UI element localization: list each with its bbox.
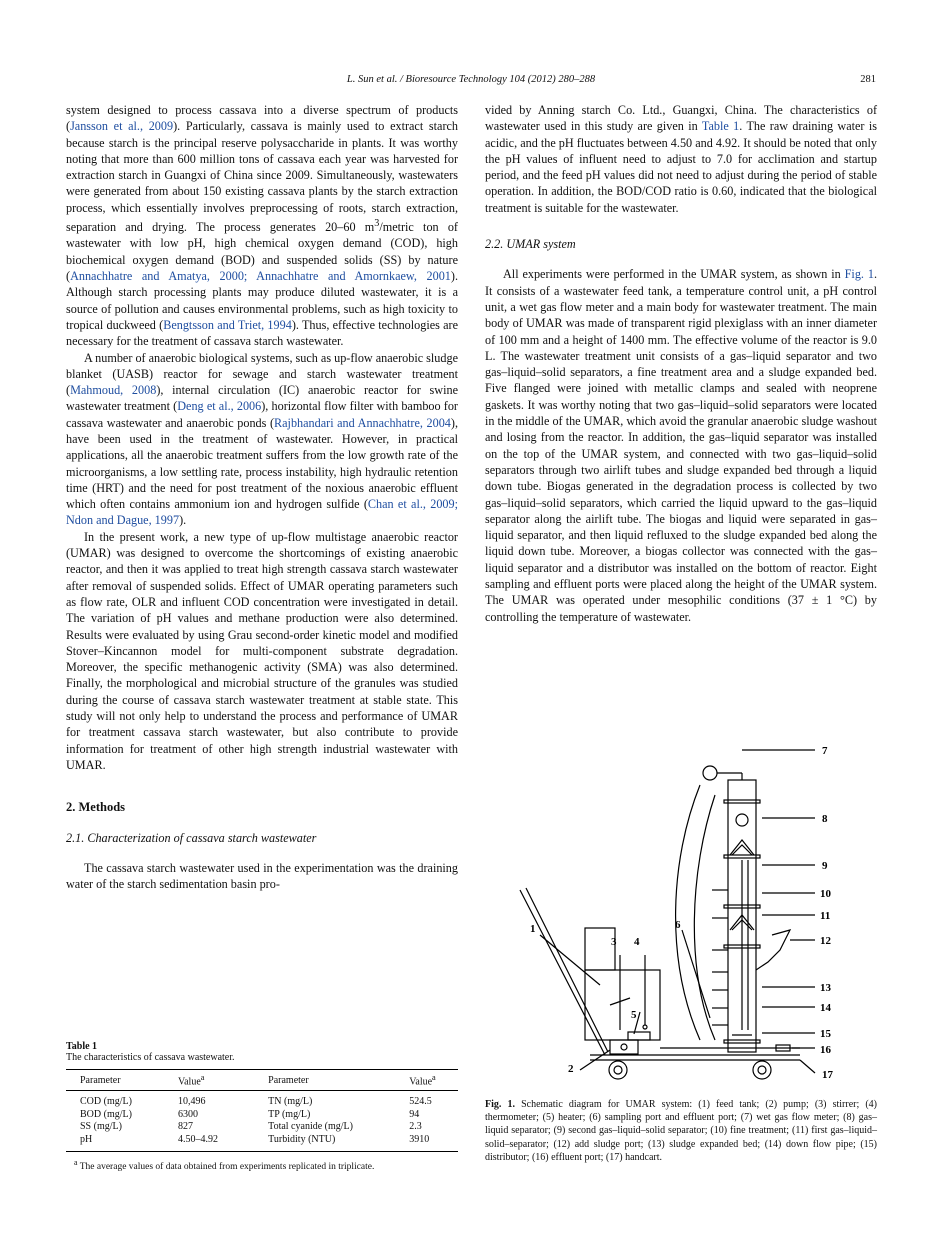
table-header: Value$^a$ bbox=[395, 1070, 458, 1091]
figure-caption-text: Schematic diagram for UMAR system: (1) feed tank; (2) pump; (3) stirrer; (4) thermometer; (5) heater; (6) sampling port and effluent port; (7) wet gas flow meter; (8) gas–liquid separator; (9) second gas–liquid–solid separator; (10) fine treatment; (11) first gas–liquid–solid–separator; (12) add sludge port; (13) sludge expanded bed; (14) down flow pipe; (15) distributor; (16) effluent port; (17) handcart. bbox=[485, 1099, 878, 1163]
figure-label-7: 7 bbox=[822, 745, 828, 757]
figure-caption bbox=[485, 1098, 877, 1164]
figure-label-13: 13 bbox=[820, 982, 831, 994]
table-row: pH 4.50–4.92 Turbidity (NTU) 3910 bbox=[66, 1134, 458, 1152]
heater bbox=[628, 1032, 650, 1040]
airlift-tube bbox=[676, 785, 700, 1040]
figure-label-4: 4 bbox=[634, 936, 640, 948]
citation-link[interactable]: Deng et al., 2006 bbox=[177, 399, 262, 414]
citation-link[interactable]: Annachhatre and Amatya, 2000; Annachhatre and Amornkaew, 2001 bbox=[70, 269, 451, 284]
figure-label-15: 15 bbox=[820, 1028, 831, 1040]
handcart-handle bbox=[520, 890, 605, 1055]
table-caption: The characteristics of cassava wastewater. bbox=[66, 1052, 235, 1063]
figure-label-3: 3 bbox=[611, 936, 617, 948]
table-row: BOD (mg/L) 6300 TP (mg/L) 94 bbox=[80, 1108, 420, 1120]
table-row: COD (mg/L) 10,496 TN (mg/L) 524.5 bbox=[80, 1096, 432, 1108]
figure-label-9: 9 bbox=[822, 860, 828, 872]
figure-label-16: 16 bbox=[820, 1044, 831, 1056]
wet-gas-flow-meter bbox=[703, 766, 717, 780]
table-link[interactable]: Table 1 bbox=[701, 119, 740, 134]
figure-label-14: 14 bbox=[820, 1002, 831, 1014]
right-column bbox=[485, 102, 877, 625]
table-1 bbox=[66, 1041, 458, 1172]
subsection-heading: 2.1. Characterization of cassava starch wastewater bbox=[66, 830, 317, 845]
add-sludge-port bbox=[756, 930, 790, 970]
gas-liquid-separator bbox=[736, 814, 748, 826]
handcart-wheel bbox=[753, 1061, 771, 1079]
table-header: Parameter bbox=[254, 1070, 395, 1091]
figure-link[interactable]: Fig. 1 bbox=[844, 267, 874, 282]
characteristics-table bbox=[66, 1069, 458, 1152]
subsection-heading-umar: 2.2. UMAR system bbox=[485, 237, 576, 252]
citation-link[interactable]: Mahmoud, 2008 bbox=[70, 383, 157, 398]
running-title: L. Sun et al. / Bioresource Technology 104 (2012) 280–288 bbox=[346, 74, 596, 85]
citation-link[interactable]: Chan et al., 2009; Ndon and Dague, 1997 bbox=[66, 497, 458, 528]
figure-label-11: 11 bbox=[820, 910, 831, 922]
figure-label-1: 1 bbox=[530, 923, 536, 935]
paragraph-intro-3: In the present work, a new type of up-flow multistage anaerobic reactor (UMAR) was designed to overcome the shortcomings of existing anaerobic reactor, and then it was applied to treat high strength cassava starch wastewater after removal of suspended solids. Effect of UMAR operating parameters such as flow rate, OLR and influent COD concentration were investigated in detail. The variation of pH values and methane production were also determined. Results were evaluated by using Grau second-order kinetic model and modified Stover–Kincannon model for multi-component substrate degradation. Moreover, the specific methanogenic activity (SMA) was also determined. Finally, the morphological and microbial structure of the granules was studied during the course of cassava starch wastewater treatment at stable state. This study will not only help to understand the process and performance of UMAR for treatment cassava starch wastewater, but also contribute to provide information for treatment of other high strength industrial wastewater with UMAR. bbox=[66, 529, 458, 772]
table-header: Value$^a$ bbox=[164, 1070, 254, 1091]
figure-label-5: 5 bbox=[631, 1009, 637, 1021]
handcart-wheel bbox=[609, 1061, 627, 1079]
paragraph-methods-1: The cassava starch wastewater used in the experimentation was the draining water of the starch sedimentation basin pro- bbox=[66, 860, 458, 892]
figure-label-2: 2 bbox=[568, 1063, 574, 1075]
left-column bbox=[66, 102, 458, 892]
table-header-row bbox=[66, 1070, 458, 1091]
table-header: Parameter bbox=[66, 1070, 164, 1091]
paragraph-methods-2: vided by Anning starch Co. Ltd., Guangxi, China. The characteristics of wastewater used in this study are given in Table 1. The raw draining water is acidic, and the pH fluctuates between 4.50 and 4.92. It should be noted that only the pH values of influent need to adjust to 7.0 for acclimation and startup period, and the feed pH values did not need to adjust during the period of stable operation. In addition, the BOD/COD ratio is 0.60, indicated that the biological treatment is suitable for the wastewater. bbox=[485, 103, 877, 215]
citation-link[interactable]: Bengtsson and Triet, 1994 bbox=[163, 317, 292, 332]
citation-link[interactable]: Rajbhandari and Annachhatre, 2004 bbox=[274, 415, 451, 430]
table-footnote: $^a$ The average values of data obtained from experiments replicated in triplicate. bbox=[74, 1157, 375, 1173]
pump bbox=[610, 1040, 638, 1054]
table-row: SS (mg/L) 827 Total cyanide (mg/L) 2.3 bbox=[80, 1121, 422, 1133]
figure-label-17: 17 bbox=[822, 1069, 833, 1081]
figure-label-12: 12 bbox=[820, 935, 831, 947]
citation-link[interactable]: Jansson et al., 2009 bbox=[70, 119, 174, 134]
page-number: 281 bbox=[860, 74, 876, 85]
figure-label-8: 8 bbox=[822, 813, 828, 825]
paragraph-intro-1: system designed to process cassava into a diverse spectrum of products (Jansson et al., 2009). Particularly, cassava is mainly used to extract starch because starch is the principal reserve polysaccharide in plants. It was worthy noting that more than 600 million tons of cassava each year was harvested for extraction starch in Guangxi of China since 2009. Simultaneously, wastewaters were generated from about 150 existing cassava plants by the starch extraction process, which essentially involves preprocessing of roots, starch extraction, separation and drying. The process generates 20–60 $m^3$/metric ton of wastewater with low pH, high chemical oxygen demand (COD), high biochemical oxygen demand (BOD) and suspended solids (SS) by nature (Annachhatre and Amatya, 2000; Annachhatre and Amornkaew, 2001). Although starch processing plants may produce diluted wastewater, it is a source of pollution and causes environmental problems, such as high toxicity to tropical duckweed (Bengtsson and Triet, 1994). Thus, effective technologies are necessary for the treatment of cassava starch wastewater. bbox=[66, 103, 459, 349]
table-label: Table 1 bbox=[66, 1041, 98, 1052]
paragraph-intro-2: A number of anaerobic biological systems, such as up-flow anaerobic sludge blanket (UASB) reactor for sewage and starch wastewater treatment (Mahmoud, 2008), internal circulation (IC) anaerobic reactor for swine wastewater treatment (Deng et al., 2006), horizontal flow filter with bamboo for cassava wastewater and anaerobic ponds (Rajbhandari and Annachhatre, 2004), have been used in the treatment of wastewater. However, in practical applications, all the anaerobic treatment suffers from the low growth rate of the microorganisms, a low settling rate, process instability, high hydraulic retention time (HRT) and the need for post treatment of the noxious anaerobic effluent which often contains ammonium ion and hydrogen sulfide (Chan et al., 2009; Ndon and Dague, 1997). bbox=[66, 350, 458, 528]
figure-label-10: 10 bbox=[820, 888, 831, 900]
umar-schematic-figure bbox=[500, 740, 875, 1085]
paragraph-umar: All experiments were performed in the UMAR system, as shown in Fig. 1. It consists of a wastewater feed tank, a temperature control unit, a pH control unit, a wet gas flow meter and a main body for wastewater treatment. The main body of UMAR was made of transparent rigid plexiglass with an inner diameter of 100 mm and a height of 1400 mm. The effective volume of the reactor is 9.0 L. The wastewater treatment unit consists of a gas–liquid separator and two gas–liquid–solid separators, a fine treatment area and a sludge expanded bed. Five flanged were joined with metallic clamps and sealed with neoprene gaskets. It was worthy noting that two gas–liquid–solid separators were located in the middle of the UMAR, which avoid the granular anaerobic sludge washout and losing from the reactor. In addition, the gas–liquid separator was installed on the top of the UMAR system, and connected with two gas–liquid–solid separators through two airlift tubes and sludge expanded bed through a liquid down tube. Biogas generated in the degradation process is collected by two gas–liquid–solid separators, which carried the liquid upward to the gas–liquid separator along the airlift tube. The biogas and liquid were separated in gas–liquid separator, and then liquid refluxed to the sludge expanded bed along the liquid down tube. Moreover, a biogas collector was connected with the gas–liquid separator and a distributor was installed on the bottom of reactor. Eight sampling and effluent ports were placed along the height of the UMAR system. The UMAR was operated under mesophilic conditions (37 ± 1 °C) by controlling the temperature of wastewater. bbox=[485, 267, 877, 624]
figure-caption-label: Fig. 1. bbox=[485, 1099, 515, 1110]
figure-label-6: 6 bbox=[675, 919, 681, 931]
section-heading: 2. Methods bbox=[66, 800, 126, 815]
